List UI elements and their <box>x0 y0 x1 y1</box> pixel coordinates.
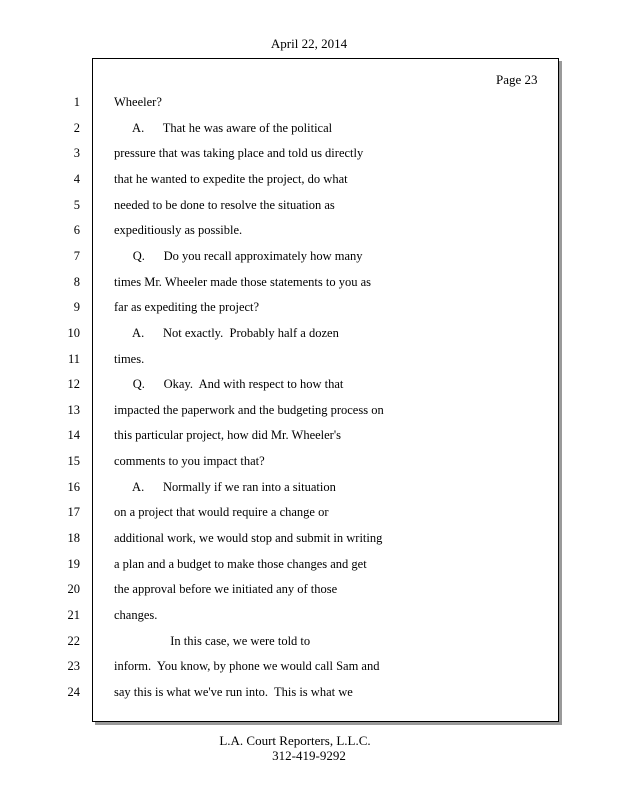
line-number: 16 <box>67 480 80 494</box>
transcript-line-text: times. <box>114 352 145 366</box>
transcript-line-text: expeditiously as possible. <box>114 223 243 237</box>
transcript-line-text: comments to you impact that? <box>114 454 265 468</box>
line-number: 13 <box>67 403 80 417</box>
transcript-line-text: needed to be done to resolve the situation as <box>114 198 335 212</box>
footer-company-name: L.A. Court Reporters, L.L.C. <box>219 733 371 748</box>
transcript-line-text: Q. Okay. And with respect to how that <box>114 377 344 391</box>
line-number: 17 <box>67 505 80 519</box>
transcript-line-text: say this is what we've run into. This is what we <box>114 685 353 699</box>
line-number: 6 <box>73 223 80 237</box>
transcript-line-text: inform. You know, by phone we would call Sam and <box>114 659 380 673</box>
line-number: 3 <box>73 146 80 160</box>
line-number: 4 <box>73 172 80 186</box>
line-number: 7 <box>73 249 80 263</box>
transcript-line-text: In this case, we were told to <box>114 634 311 648</box>
transcript-line-text: the approval before we initiated any of those <box>114 582 338 596</box>
transcript-line-text: that he wanted to expedite the project, do what <box>114 172 348 186</box>
transcript-line-text: A. That he was aware of the political <box>114 121 333 135</box>
transcript-line-text: pressure that was taking place and told us directly <box>114 146 364 160</box>
transcript-line-text: A. Not exactly. Probably half a dozen <box>114 326 339 340</box>
transcript-line-text: Wheeler? <box>114 95 162 109</box>
page-header-date: April 22, 2014 <box>270 36 348 51</box>
transcript-line-text: A. Normally if we ran into a situation <box>114 480 336 494</box>
line-number: 11 <box>67 352 80 366</box>
transcript-line-text: times Mr. Wheeler made those statements to you as <box>114 275 372 289</box>
page-number: Page 23 <box>496 72 538 87</box>
transcript-line-text: additional work, we would stop and submit in writing <box>114 531 383 545</box>
line-number: 24 <box>67 685 80 699</box>
transcript-line-text: impacted the paperwork and the budgeting process on <box>114 403 384 417</box>
line-number: 14 <box>67 428 80 442</box>
transcript-line-text: changes. <box>114 608 158 622</box>
transcript-line-text: on a project that would require a change or <box>114 505 329 519</box>
line-number: 12 <box>67 377 80 391</box>
line-number: 18 <box>67 531 80 545</box>
line-number: 21 <box>67 608 80 622</box>
transcript-line-text: this particular project, how did Mr. Wheeler's <box>114 428 341 442</box>
line-number: 8 <box>73 275 80 289</box>
transcript-line-text: far as expediting the project? <box>114 300 260 314</box>
transcript-line-text: Q. Do you recall approximately how many <box>114 249 363 263</box>
transcript-line-text: a plan and a budget to make those changes and get <box>114 557 367 571</box>
line-number: 5 <box>73 198 80 212</box>
footer-phone-number: 312-419-9292 <box>272 748 346 763</box>
line-number: 9 <box>73 300 80 314</box>
line-number: 15 <box>67 454 80 468</box>
line-number: 19 <box>67 557 80 571</box>
line-number: 20 <box>67 582 80 596</box>
line-number: 10 <box>67 326 80 340</box>
line-number: 22 <box>67 634 80 648</box>
line-number: 2 <box>73 121 80 135</box>
line-number: 1 <box>73 95 80 109</box>
line-number: 23 <box>67 659 80 673</box>
